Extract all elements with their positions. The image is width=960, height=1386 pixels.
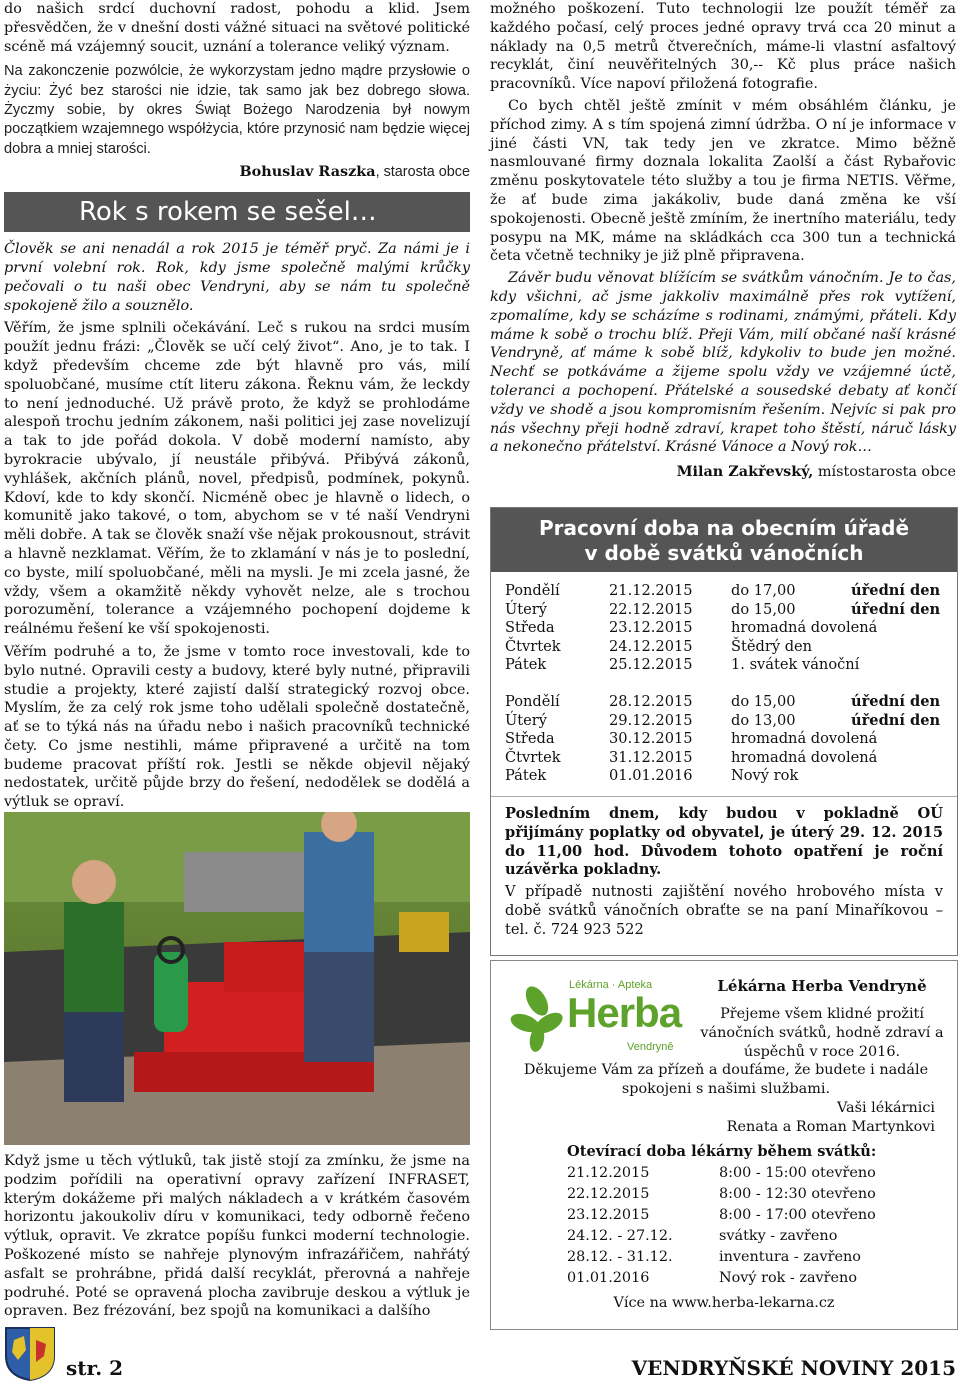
time: 8:00 - 15:00 otevřeno xyxy=(719,1165,876,1181)
title-line: v době svátků vánočních xyxy=(584,541,864,565)
day: Středa xyxy=(505,730,555,748)
fees-deadline-note: Posledním dnem, kdy budou v pokladně OÚ přijímány poplatky od obyvatel, je úterý 29. 12. 2015 do 11,00 hod. Důvodem tohoto opatření je roční uzávěrka pokladny. xyxy=(505,804,943,879)
logo-top-text: Lékárna · Apteka xyxy=(569,979,653,991)
pharmacy-hours-row xyxy=(567,1270,857,1286)
herba-logo xyxy=(507,979,687,1059)
pharmacy-signature xyxy=(691,1099,953,1137)
hours-note: úřední den xyxy=(851,711,941,729)
hours-row xyxy=(491,712,957,731)
article-paragraph: do našich srdcí duchovní radost, pohodu a klid. Jsem přesvědčen, že v dnešní dosti vážné situaci na světové politické scéně má vzájemný soucit, uznání a tolerance veliký význam. xyxy=(4,1,470,55)
date: 28.12. - 31.12. xyxy=(567,1249,673,1265)
hours-info: hromadná dovolená xyxy=(731,730,878,748)
day: Pondělí xyxy=(505,692,560,710)
pharmacy-greeting: Přejeme všem klidné prožití vánočních svátků, hodně zdraví a úspěchů v roce 2016. xyxy=(700,1006,944,1060)
date: 30.12.2015 xyxy=(609,730,693,748)
day: Pondělí xyxy=(505,582,560,599)
newspaper-title: VENDRYŇSKÉ NOVINY 2015 xyxy=(631,1356,956,1380)
hours-info: hromadná dovolená xyxy=(731,748,878,766)
logo-sub-text: Vendryně xyxy=(627,1041,674,1053)
signature-mayor xyxy=(4,163,470,182)
hours-note: úřední den xyxy=(851,692,941,710)
office-hours-title xyxy=(491,508,957,572)
date: 29.12.2015 xyxy=(609,711,693,729)
pharmacy-website: Více na www.herba-lekarna.cz xyxy=(613,1295,835,1311)
grave-contact-note: V případě nutnosti zajištění nového hrobového místa v době svátků vánočních obraťte se na paní Minaříkovou – tel. č. 724 923 522 xyxy=(505,883,943,938)
signature-name: Bohuslav Raszka xyxy=(239,162,376,180)
hours-row xyxy=(491,693,957,712)
day: Úterý xyxy=(505,600,548,618)
hours-row xyxy=(491,730,957,749)
pharmacy-hours-row xyxy=(567,1165,876,1181)
page-number: str. 2 xyxy=(66,1356,124,1380)
pharmacy-hours-row xyxy=(567,1186,876,1202)
left-column xyxy=(4,0,470,815)
pharmacy-hours-row xyxy=(567,1228,837,1244)
photo-caption xyxy=(4,1152,470,1321)
hours-info: do 15,00 xyxy=(731,692,796,710)
right-column xyxy=(490,0,956,490)
date: 24.12.2015 xyxy=(609,637,693,655)
date: 01.01.2016 xyxy=(567,1270,650,1286)
closing-paragraph: Závěr budu věnovat blížícím se svátkům vánočním. Je to čas, kdy všichni, ač jsme jakkoliv maximálně přes rok vytížení, zpomalíme, kdy se scházíme s rodinami, známými, přáteli. Kdy máme k sobě o trochu blíž. Přeji Vám, milí občané naší krásné Vendryně, ať máme k sobě blíž, kdykoliv to bude jen možné. Nechť se potkáváme a žijeme spolu vždy ve vzájemné úctě, toleranci a pochopení. Přátelské a sousedské debaty ať končí vždy ve shodě a jsou kompromisním řešením. Nejvíc si pak pro nás všechny přeji hodně zdraví, krapet toho štěstí, náruč lásky a nekonečno přátelství. Krásné Vánoce a Nový rok… xyxy=(490,270,956,456)
title-line: Pracovní doba na obecním úřadě xyxy=(538,516,910,540)
article-paragraph: Věřím, že jsme splnili očekávání. Leč s rukou na srdci musím použít jednu frázi: „Člověk se učí celý život“. Ano, je to tak. I když především chceme zde být hlavně pro vás, milí spoluobčané, musíme ctít literu zákona. Řeknu vám, že leckdy to není jednoduché. Už právě proto, že když se prohlodáme alespoň trochu jedním zákonem, naši politici jej zase novelizují a tak to jde pořád dokola. V době moderní namísto, aby byrokracie ubývalo, jí neustále přibývá. Přibývá zákonů, vyhlášek, akčních plánů, novel, předpisů, podmínek, pokynů. Kdoví, kde to kdy skončí. Nicméně obec je hlavně o lidech, o komunitě jako takové, o tom, abychom se v té naší Vendryni měli dobře. A tak se člověk snaží vše nějak prokousnout, strávit a hlavně nezklamat. Věřím, že to zklamání v nás je to poslední, co byste, milí spoluobčané, měli na mysli. Je mi zcela jasné, že vždy, všem a okamžitě někdy vyhovět nelze, ale s trochou porozumění, tolerance a vzájemného pochopení dojdeme k reálnému řešení ke vší spokojenosti. xyxy=(4,320,470,638)
date: 31.12.2015 xyxy=(609,748,693,766)
office-hours-table xyxy=(491,572,957,790)
section-banner: Rok s rokem se sešel… xyxy=(4,192,470,232)
pharmacy-hours-row xyxy=(567,1249,861,1265)
article-paragraph: možného poškození. Tuto technologii lze použít téměř za každého počasí, celý proces jedné opravy trvá cca 20 minut a náklady na 0,5 metrů čtverečních, máme-li vlastní asfaltový recyklát, činí neuvěřitelných 30,-- Kč plus práce našich pracovníků. Více napoví přiložená fotografie. xyxy=(490,1,956,93)
photo-illustration xyxy=(4,812,470,1145)
date: 25.12.2015 xyxy=(609,656,693,674)
time: 8:00 - 12:30 otevřeno xyxy=(719,1186,876,1202)
time: inventura - zavřeno xyxy=(719,1249,861,1265)
hours-row xyxy=(491,656,957,675)
pharmacy-thanks: Děkujeme Vám za přízeň a doufáme, že budete i nadále spokojeni s našimi službami. xyxy=(523,1062,929,1097)
hours-note: úřední den xyxy=(851,582,941,599)
hours-row xyxy=(491,601,957,620)
hours-info: hromadná dovolená xyxy=(731,619,878,637)
signature-name: Milan Zakřevský, xyxy=(676,463,814,481)
road-repair-photo xyxy=(4,812,470,1145)
hours-row xyxy=(491,767,957,786)
hours-note: úřední den xyxy=(851,600,941,618)
hours-row xyxy=(491,638,957,657)
signature-role: , starosta obce xyxy=(375,163,470,180)
office-hours-box xyxy=(490,507,958,956)
date: 21.12.2015 xyxy=(567,1165,650,1181)
date: 28.12.2015 xyxy=(609,692,693,710)
signature-deputy xyxy=(490,463,956,480)
time: Nový rok - zavřeno xyxy=(719,1270,857,1286)
day: Čtvrtek xyxy=(505,637,561,655)
day: Čtvrtek xyxy=(505,748,561,766)
hours-row xyxy=(491,749,957,768)
hours-info: do 17,00 xyxy=(731,582,796,599)
article-paragraph: Co bych chtěl ještě zmínit v mém obsáhlém článku, je příchod zimy. A s tím spojená zimní údržba. O ní je informace v jiné části VN, tak tedy jen ve zkratce. Mimo běžně nasmlouvané firmy doznala lokalita Zaolší a část Rybařovic změnu poskytovatele této služby a tou je firma NETIS. Věřme, že ať bude zima jakákoliv, bude daná změna ke vší spokojenosti. Obecně ještě zmíním, že inertního materiálu, tedy posypu na MK, máme na skládkách cca 300 tun a technická četa včetně techniky je již plně připravena. xyxy=(490,97,956,265)
hours-info: do 13,00 xyxy=(731,711,796,729)
pharmacy-hours-row xyxy=(567,1207,876,1223)
pharmacy-title: Lékárna Herba Vendryně xyxy=(717,977,927,995)
day: Pátek xyxy=(505,767,547,785)
intro-paragraph: Člověk se ani nenadál a rok 2015 je téměř pryč. Za námi je i první volební rok. Rok, kdy jsme společně malými krůčky pečovali o tu naši obec Vendryni, aby se nám tu společně spokojeně žilo a souznělo. xyxy=(4,241,470,314)
date: 24.12. - 27.12. xyxy=(567,1228,673,1244)
day: Středa xyxy=(505,619,555,637)
hours-info: Nový rok xyxy=(731,767,799,785)
hours-row xyxy=(491,619,957,638)
day: Úterý xyxy=(505,711,548,729)
date: 23.12.2015 xyxy=(609,619,693,637)
coat-of-arms-icon xyxy=(4,1326,56,1382)
hours-row xyxy=(491,582,957,601)
date: 22.12.2015 xyxy=(609,600,693,618)
signature-line: Vaši lékárnici xyxy=(836,1100,935,1116)
caption-text: Když jsme u těch výtluků, tak jistě stojí za zmínku, že jsme na podzim pořídili na operativní opravy zařízení INFRASET, kterým dokážeme při malých nákladech a v krátkém časovém horizontu jakoukoliv díru v komunikaci, tedy odborně řečeno výtluk, opravit. Ve zkratce popíšu funkci moderní technologie. Poškozené místo se nahřeje plynovým infrazářičem, nahřátý asfalt se prohrábne, přidá další recyklát, přerovná a nahřeje podruhé. Poté se opravená plocha zavibruje deskou a výtluk je opraven. Bez frézování, bez spojů na komunikaci a dalšího xyxy=(4,1153,470,1320)
pharmacy-hours-title: Otevírací doba lékárny během svátků: xyxy=(567,1143,877,1160)
date: 22.12.2015 xyxy=(567,1186,650,1202)
hours-info: do 15,00 xyxy=(731,600,796,618)
time: 8:00 - 17:00 otevřeno xyxy=(719,1207,876,1223)
article-paragraph: Věřím podruhé a to, že jsme v tomto roce investovali, kde to bylo nutné. Opravili cesty a budovy, které byly nutné, připravili studie a projekty, které zajistí další strategický rozvoj obce. Myslím, že za celý rok jsme toho udělali společně dostatečně, ať se to týká nás na úřadu nebo i našich pracovníků technické čety. Co jsme nestihli, máme připravené a určitě na tom budeme pracovat příští rok. Jestli se někde objevil nějaký nedostatek, určitě půjde brzy do řešení, nedodělek se dodělá a výtluk se opraví. xyxy=(4,643,470,811)
polish-paragraph: Na zakonczenie pozwólcie, że wykorzystam jedno mądre przysłowie o życiu: Żyć bez starości nie idzie, tak samo jak bez dobrego słowa. Życzmy sobie, by okres Świąt Bożego Narodzenia był nowym początkiem wzajemnego współżycia, które przynosić nam będzie więcej dobra a mniej starości. xyxy=(4,63,470,157)
day: Pátek xyxy=(505,656,547,674)
signature-role: místostarosta obce xyxy=(813,464,956,481)
date: 01.01.2016 xyxy=(609,767,693,785)
hours-info: Štědrý den xyxy=(731,637,813,655)
hours-info: 1. svátek vánoční xyxy=(731,656,860,674)
date: 21.12.2015 xyxy=(609,582,693,599)
date: 23.12.2015 xyxy=(567,1207,650,1223)
logo-name: Herba xyxy=(567,989,682,1036)
time: svátky - zavřeno xyxy=(719,1228,838,1244)
office-note xyxy=(491,796,957,955)
signature-line: Renata a Roman Martynkovi xyxy=(726,1118,935,1135)
pharmacy-box xyxy=(490,960,958,1330)
